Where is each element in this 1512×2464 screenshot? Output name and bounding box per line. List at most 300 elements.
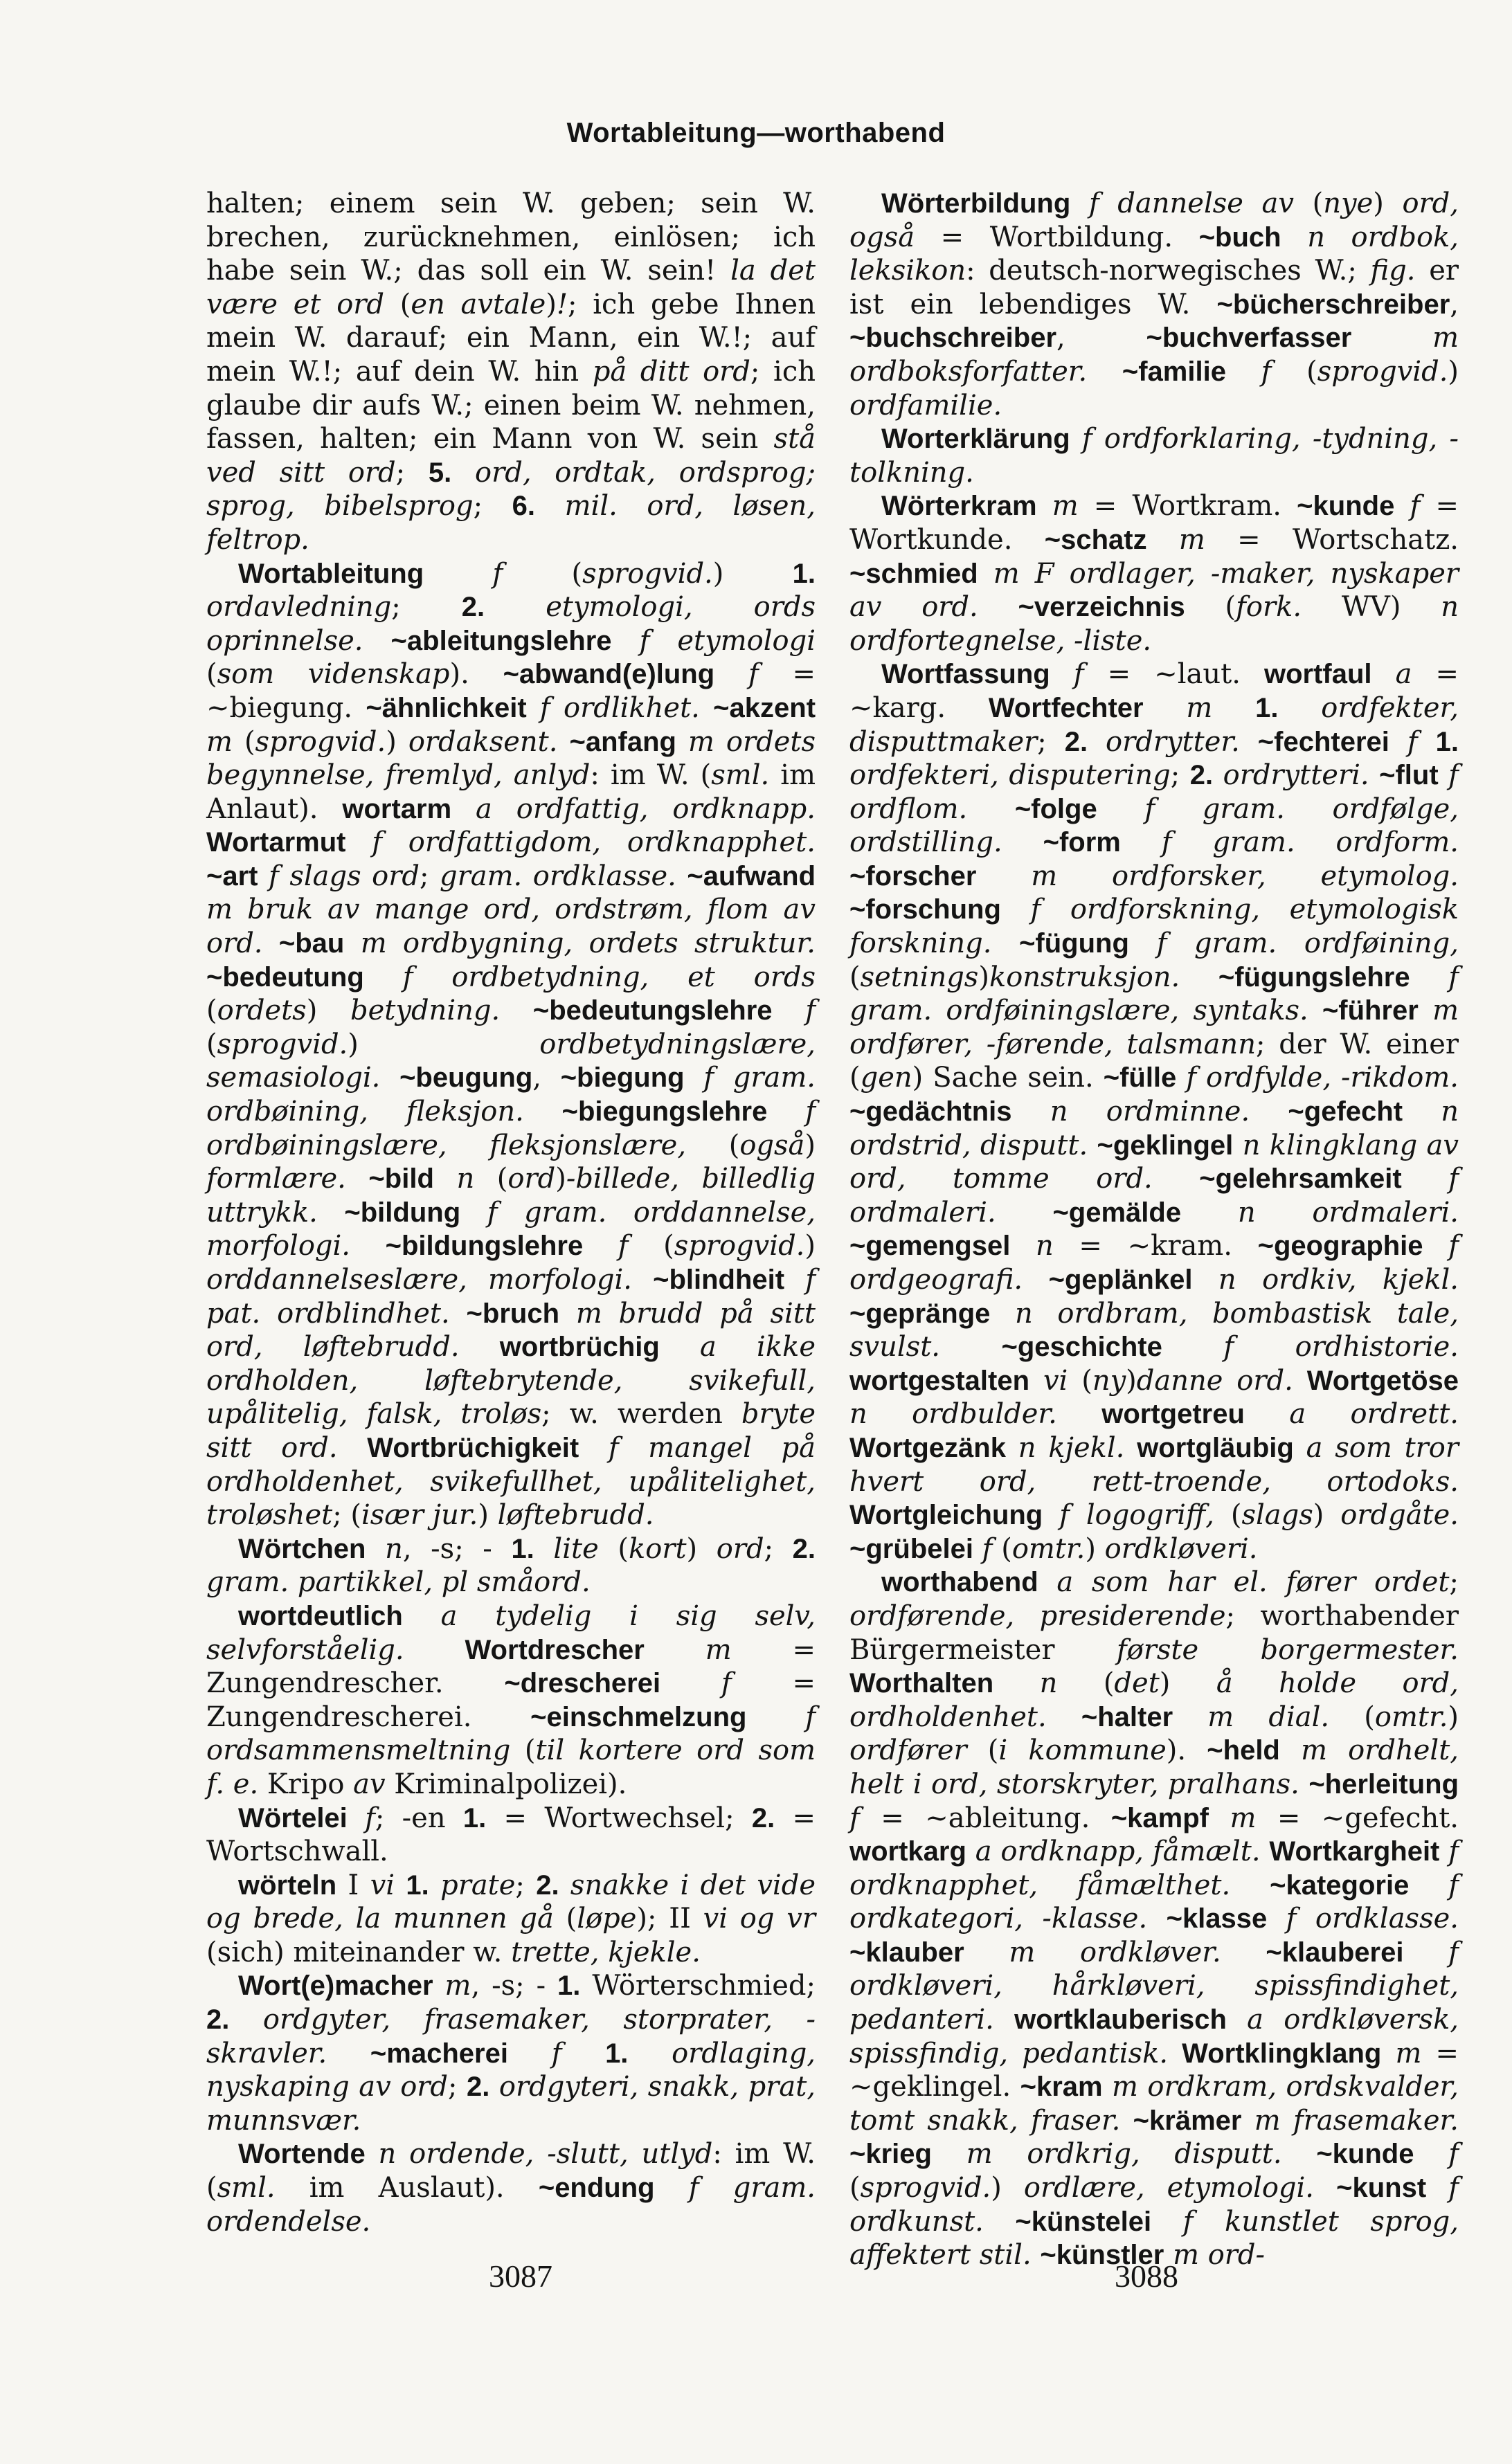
translation: m ordets begynnelse, fremlyd, anlyd (206, 725, 816, 792)
translation: la det være et ord (206, 255, 816, 320)
headword: 2. (461, 592, 485, 623)
gloss-text (714, 658, 748, 690)
gloss-text (1403, 1937, 1448, 1968)
headword: ~gedächtnis (849, 1096, 1012, 1127)
headword: ~halter (1081, 1701, 1173, 1732)
gloss-text: ) (991, 2172, 1024, 2204)
gloss-text (344, 927, 360, 959)
gloss-text (1181, 1197, 1238, 1229)
gloss-text (559, 1298, 576, 1330)
gloss-text (258, 860, 269, 892)
translation: f logogriff, (1059, 1499, 1214, 1532)
gloss-text: ). (1166, 1734, 1207, 1767)
gloss-text: ) (478, 1499, 498, 1532)
gloss-text (1010, 1230, 1036, 1262)
gloss-text (784, 1264, 805, 1296)
headword: ~flut (1379, 760, 1439, 791)
headword: ~bildung (344, 1197, 461, 1228)
gloss-text: im Auslaut). (275, 2172, 539, 2204)
gloss-text: , (1056, 322, 1146, 354)
translation: m (1186, 691, 1213, 724)
headword: Worthalten (849, 1668, 994, 1699)
translation: løpe (577, 1903, 637, 1935)
gloss-text (773, 995, 806, 1026)
gloss-text: ) (306, 995, 350, 1027)
headword: wörteln (238, 1869, 337, 1901)
translation: ordgyter, frasemaker, storprater, -skravler. (206, 2004, 816, 2069)
headword: ~akzent (713, 692, 816, 723)
headword: 2. (1189, 760, 1214, 791)
gloss-text (1088, 1130, 1097, 1161)
gloss-text (1047, 1701, 1081, 1733)
translation: ordgåte. (1340, 1499, 1459, 1532)
headword: 1. (511, 1533, 534, 1564)
translation: trette, kjekle. (511, 1936, 701, 1968)
gloss-text (1120, 2105, 1133, 2137)
headword: ~krieg (849, 2139, 932, 2170)
translation: f (365, 1802, 375, 1834)
gloss-text (559, 1869, 570, 1901)
translation: ord (716, 1532, 764, 1565)
gloss-text (940, 1331, 1002, 1363)
translation: f ordkløveri, hårkløveri, spissfindighet, pedanteri. (849, 1936, 1459, 2036)
headword: Wortfassung (881, 659, 1050, 690)
gloss-text (363, 625, 391, 657)
gloss-text (1299, 1768, 1308, 1800)
gloss-text (350, 1230, 386, 1262)
gloss-text (460, 1331, 500, 1363)
gloss-text (451, 793, 476, 825)
gloss-text (524, 1096, 562, 1127)
gloss-text (1439, 1836, 1448, 1867)
translation: n ordbulder. (849, 1398, 1057, 1431)
headword: 2. (536, 1869, 559, 1901)
gloss-text (1124, 1432, 1137, 1464)
dictionary-entry (849, 422, 1459, 489)
dictionary-entry (849, 187, 1459, 422)
gloss-text (346, 1163, 369, 1195)
gloss-text (1029, 1365, 1043, 1397)
headword: ~klauber (849, 1937, 964, 1968)
headword: 2. (206, 2004, 230, 2036)
gloss-text: ( (628, 1230, 674, 1262)
translation: å holde ord, ordholdenhet. (849, 1667, 1459, 1733)
gloss-text (984, 2206, 1016, 2238)
headword: ~klasse (1166, 1903, 1268, 1935)
gloss-text (500, 995, 533, 1026)
dictionary-entry (206, 1532, 816, 1600)
translation: n ordkiv, kjekl. (1218, 1264, 1459, 1296)
gloss-text: ( (1329, 1701, 1375, 1733)
gloss-text: = Wortschatz. (1205, 523, 1459, 556)
headword: ~bildungslehre (385, 1231, 584, 1262)
gloss-text (433, 1970, 445, 2002)
headword: ~ableitungslehre (390, 625, 612, 656)
gloss-text (700, 692, 713, 724)
gloss-text (579, 1432, 609, 1464)
gloss-text: ) (712, 557, 793, 590)
gloss-text: ; w. werden (541, 1398, 741, 1431)
translation: f (1448, 2138, 1459, 2171)
translation: f (748, 658, 759, 691)
gloss-text: = Zungendrescherei. (206, 1667, 816, 1733)
gloss-text: = Wortkunde. (849, 490, 1459, 556)
gloss-text: : im W. ( (590, 759, 712, 792)
gloss-text (1151, 2206, 1183, 2238)
gloss-text: ; (448, 2071, 467, 2103)
gloss-text: = ~laut. (1083, 658, 1264, 691)
gloss-text (1087, 356, 1122, 388)
gloss-text: ) (1159, 1667, 1216, 1700)
headword: ~verzeichnis (1018, 592, 1185, 623)
gloss-text (1043, 1499, 1059, 1531)
translation: f (721, 1667, 732, 1700)
gloss-text (450, 1298, 467, 1330)
translation: n ordstrid, disputt. (849, 1096, 1459, 1161)
translation: f ordknapphet, fåmælthet. (849, 1836, 1459, 1901)
gloss-text (966, 1836, 975, 1867)
translation: ordrytter. (1106, 725, 1240, 758)
gloss-text (978, 591, 1018, 623)
gloss-text: ( (510, 1734, 536, 1767)
translation: orddannelseslære, morfologi. (206, 1264, 632, 1296)
headword: ~buch (1198, 221, 1281, 253)
right-column (849, 187, 1459, 2272)
gloss-text (395, 1869, 406, 1901)
gloss-text: Kriminalpolizei). (385, 1768, 627, 1800)
translation: f (805, 995, 816, 1027)
translation: f slags ord (269, 860, 420, 892)
translation: f (1261, 355, 1272, 388)
gloss-text (1121, 826, 1162, 858)
gloss-text (1426, 2172, 1448, 2204)
headword: wortklauberisch (1014, 2004, 1227, 2036)
translation: fig. (1370, 255, 1416, 287)
headword: ~fügung (1019, 928, 1129, 959)
gloss-text (1230, 1869, 1270, 1901)
gloss-text (1162, 1331, 1224, 1363)
gloss-text (973, 1533, 982, 1565)
gloss-text: ; -en (375, 1802, 463, 1834)
headword: 1. (1255, 692, 1279, 723)
headword: ~krämer (1133, 2105, 1242, 2136)
translation: f ordfylde, -rikdom. (1186, 1062, 1459, 1094)
headword: ~klauberei (1266, 1937, 1404, 1968)
headword: ~endung (538, 2173, 655, 2204)
headword: 1. (792, 558, 816, 589)
headword: wortfaul (1263, 659, 1372, 690)
translation: f gram. ordform. (1161, 826, 1459, 859)
gloss-text: ( (206, 658, 217, 691)
translation: n ordbram, bombastisk tale, svulst. (849, 1297, 1459, 1364)
translation: f kunstlet sprog, affektert stil. (849, 2205, 1459, 2272)
headword: Wortklingklang (1182, 2038, 1382, 2069)
translation: ordaksent. (408, 725, 558, 758)
translation: m dial. (1207, 1701, 1330, 1733)
headword: ~künstelei (1015, 2206, 1152, 2237)
translation: a som har el. fører ordet (1056, 1566, 1450, 1599)
translation: fork. (1236, 591, 1302, 624)
headword: ~macherei (370, 2038, 508, 2069)
headword: wortkarg (849, 1836, 966, 1867)
headword: Wörterbildung (881, 188, 1071, 219)
translation: f gram. ordføining, (1156, 927, 1459, 960)
translation: ordets (217, 995, 307, 1027)
page-number-left: 3087 (489, 2258, 552, 2294)
translation: bryte sitt ord. (206, 1398, 816, 1464)
gloss-text (767, 1096, 805, 1127)
page-number-right: 3088 (1115, 2258, 1178, 2294)
gloss-text: ( (206, 995, 217, 1027)
gloss-text: ) (686, 1532, 717, 1565)
gloss-text (366, 1533, 385, 1565)
dictionary-entry (206, 1802, 816, 1869)
gloss-text (655, 2172, 689, 2204)
gloss-text (348, 1802, 365, 1834)
gloss-text: ) (1448, 1701, 1459, 1733)
gloss-text (1212, 692, 1255, 724)
headword: 1. (605, 2038, 629, 2069)
gloss-text: : deutsch-norwegisches W.; (966, 255, 1371, 287)
gloss-text: ( (598, 1532, 629, 1565)
headword: ~beugung (399, 1062, 533, 1094)
gloss-text: ( (1294, 188, 1324, 219)
headword: ~geplänkel (1048, 1265, 1193, 1295)
translation: løftebrudd. (497, 1499, 654, 1532)
gloss-text: ; (515, 1869, 537, 1901)
translation: f ordgeografi. (849, 1230, 1459, 1296)
gloss-text: er ist ein lebendiges W. (849, 255, 1459, 320)
translation: f ordbetydning, et ords (402, 961, 816, 993)
translation: m ordbygning, ordets struktur. (360, 927, 816, 960)
gloss-text (990, 1298, 1015, 1330)
headword: 1. (1435, 726, 1459, 757)
gloss-text (660, 1331, 700, 1363)
headword: 6. (512, 491, 536, 522)
translation: f (1410, 490, 1421, 523)
gloss-text: ( (503, 557, 583, 590)
headword: ~form (1043, 827, 1121, 858)
gloss-text (460, 1197, 487, 1229)
translation: m ordhelt, helt i ord, storskryter, pralhans. (849, 1734, 1459, 1800)
gloss-text (434, 1163, 457, 1195)
headword: ~bruch (466, 1298, 560, 1329)
dictionary-entry (206, 557, 816, 1532)
gloss-text: ; (395, 456, 429, 489)
gloss-text: ; (1170, 759, 1190, 792)
headword: wortbrüchig (499, 1332, 660, 1363)
translation: omtr. (1011, 1532, 1086, 1565)
headword: wortarm (342, 793, 452, 824)
headword: wortdeutlich (238, 1600, 403, 1631)
translation: slags (1241, 1499, 1313, 1532)
translation: n (456, 1163, 475, 1195)
translation: m ord- (1173, 2239, 1266, 2272)
translation: f ordsammensmeltning (206, 1701, 816, 1767)
gloss-text (1381, 2038, 1395, 2069)
headword: ~bedeutungslehre (532, 995, 773, 1026)
headword: Wortgezänk (849, 1432, 1006, 1463)
headword: ~abwand(e)lung (503, 659, 715, 690)
gloss-text: , (532, 1062, 561, 1094)
gloss-text (1209, 1802, 1230, 1834)
translation: m bruk av mange ord, ordstrøm, flom av ord. (206, 894, 816, 960)
gloss-text: , -s; - (471, 1970, 558, 2002)
dictionary-entry (849, 1566, 1459, 2272)
headword: ~bücherschreiber (1216, 289, 1450, 320)
translation: n (1035, 1230, 1054, 1262)
translation: ordførende, presiderende (849, 1600, 1226, 1632)
gloss-text: ; (1037, 725, 1065, 758)
headword: ~kategorie (1270, 1869, 1410, 1901)
headword: Wortgleichung (849, 1500, 1043, 1531)
gloss-text (685, 1062, 704, 1094)
gloss-text: ) (804, 1129, 816, 1161)
headword: ~geschichte (1001, 1332, 1162, 1363)
headword: ~grübelei (849, 1533, 973, 1564)
gloss-text (1281, 221, 1308, 253)
dictionary-entry (849, 489, 1459, 658)
translation: ord (507, 1163, 556, 1195)
translation: en avtale (411, 288, 546, 320)
translation: især jur. (361, 1499, 478, 1532)
translation: n (1039, 1667, 1058, 1700)
gloss-text (993, 1667, 1039, 1699)
translation: ! (556, 288, 568, 320)
headword: 2. (792, 1533, 816, 1564)
gloss-text (1006, 1432, 1018, 1464)
gloss-text: ( (966, 1734, 999, 1767)
gloss-text (1088, 726, 1106, 758)
gloss-text: = Wortschwall. (206, 1802, 816, 1868)
headword: Wortkargheit (1269, 1836, 1440, 1867)
gloss-text: Kripo (258, 1768, 354, 1800)
gloss-text (1439, 759, 1449, 791)
gloss-text (366, 2138, 379, 2170)
headword: Wortfechter (988, 692, 1144, 723)
headword: Wortableitung (238, 558, 424, 589)
headword: Wortdrescher (465, 1634, 645, 1665)
translation: m (1178, 523, 1205, 556)
translation: f ordlikhet. (539, 691, 700, 724)
gloss-text (1037, 490, 1052, 522)
gloss-text (612, 625, 640, 657)
translation: ord, også (849, 188, 1459, 253)
gloss-text: ) (555, 1163, 566, 1195)
gloss-text (424, 558, 492, 590)
headword: ~buchschreiber (849, 323, 1057, 354)
headword: ~kunst (1336, 2173, 1427, 2204)
gloss-text (1180, 961, 1218, 993)
translation: f pat. ordblindhet. (206, 1264, 816, 1330)
translation: n klingklang av ord, tomme ord. (849, 1129, 1459, 1195)
gloss-text (561, 2038, 605, 2069)
translation: f gram. ordendelse. (206, 2172, 816, 2238)
translation: a tydelig i sig selv, selvforståelig. (206, 1600, 816, 1666)
gloss-text (1369, 759, 1380, 791)
gloss-text: ( (206, 1028, 217, 1060)
headword: ~aufwand (687, 860, 816, 891)
gloss-text (1280, 1734, 1301, 1766)
translation: ny (1092, 1364, 1126, 1397)
gloss-text (451, 457, 475, 489)
headword: wortgläubig (1137, 1432, 1294, 1463)
gloss-text (1294, 1432, 1306, 1464)
gloss-text: halten; einem sein W. geben; sein W. brechen, zurücknehmen, einlösen; ich habe sein W.; das soll ein W. sein! (206, 188, 816, 287)
translation: f ordforskning, etymologisk forskning. (849, 894, 1459, 960)
gloss-text: ) (1448, 355, 1459, 388)
translation: m frasemaker. (1254, 2104, 1459, 2137)
gloss-text (1278, 692, 1321, 724)
gloss-text (1192, 1264, 1218, 1296)
gloss-text (1103, 2071, 1112, 2103)
gloss-text: ; worthabender Bürgermeister (849, 1600, 1459, 1666)
dictionary-entry (206, 1969, 816, 2137)
gloss-text (1409, 1869, 1448, 1901)
headword: ~familie (1122, 356, 1226, 387)
translation: gen (860, 1062, 912, 1094)
gloss-text (932, 2138, 966, 2170)
gloss-text (380, 1062, 399, 1094)
translation: a som tror hvert ord, rett-troende, ortodoks. (849, 1431, 1459, 1498)
gloss-text: = Zungendrescher. (206, 1633, 816, 1700)
gloss-text: , -s; - (402, 1532, 512, 1565)
translation: ordfører (849, 1734, 967, 1767)
gloss-text (338, 1432, 368, 1464)
translation: n ordfortegnelse, -liste. (849, 591, 1459, 657)
gloss-text: ( (232, 725, 255, 758)
gloss-text (535, 490, 565, 522)
translation: m ordforsker, etymolog. (1031, 860, 1459, 892)
translation: m (1395, 2037, 1422, 2069)
gloss-text: ) (804, 1230, 816, 1262)
gloss-text (1032, 2239, 1041, 2271)
gloss-text (1213, 759, 1223, 791)
gloss-text: : im W. ( (206, 2138, 816, 2204)
gloss-text: ; (1449, 1566, 1459, 1599)
translation: gram. partikkel, pl småord. (206, 1566, 591, 1599)
gloss-text (1002, 826, 1043, 858)
gloss-text: I (336, 1869, 370, 1901)
gloss-text: = ~karg. (849, 658, 1459, 724)
gloss-text: ) (348, 1028, 540, 1060)
gloss-text: = ~gefecht. (1256, 1802, 1459, 1834)
headword: 2. (467, 2072, 490, 2103)
headword: Wörterkram (881, 491, 1037, 522)
gloss-text: = ~kram. (1053, 1230, 1258, 1262)
gloss-text (645, 1634, 705, 1666)
gloss-text: ; (391, 591, 462, 624)
gloss-text (978, 558, 993, 590)
gloss-text: ) (1085, 1532, 1105, 1565)
gloss-text: ( (553, 1903, 577, 1935)
headword: ~bau (278, 928, 345, 959)
gloss-text (1351, 322, 1432, 354)
translation: a ordfattig, ordknapp. (476, 792, 816, 825)
translation: snakke i det vide og brede, la munnen gå (206, 1869, 816, 1935)
translation: gram. ordklasse. (440, 860, 676, 892)
headword: ~kunde (1316, 2139, 1414, 2170)
translation: sml. (711, 759, 770, 792)
gloss-text: = Wortbildung. (915, 221, 1199, 253)
gloss-text: ) (386, 725, 408, 758)
gloss-text (1372, 658, 1396, 690)
translation: m (444, 1970, 471, 2002)
gloss-text: ). (449, 658, 503, 691)
headword: ~biegungslehre (561, 1096, 768, 1127)
headword: ~geklingel (1097, 1130, 1234, 1161)
translation: ordfamilie. (849, 389, 1002, 422)
